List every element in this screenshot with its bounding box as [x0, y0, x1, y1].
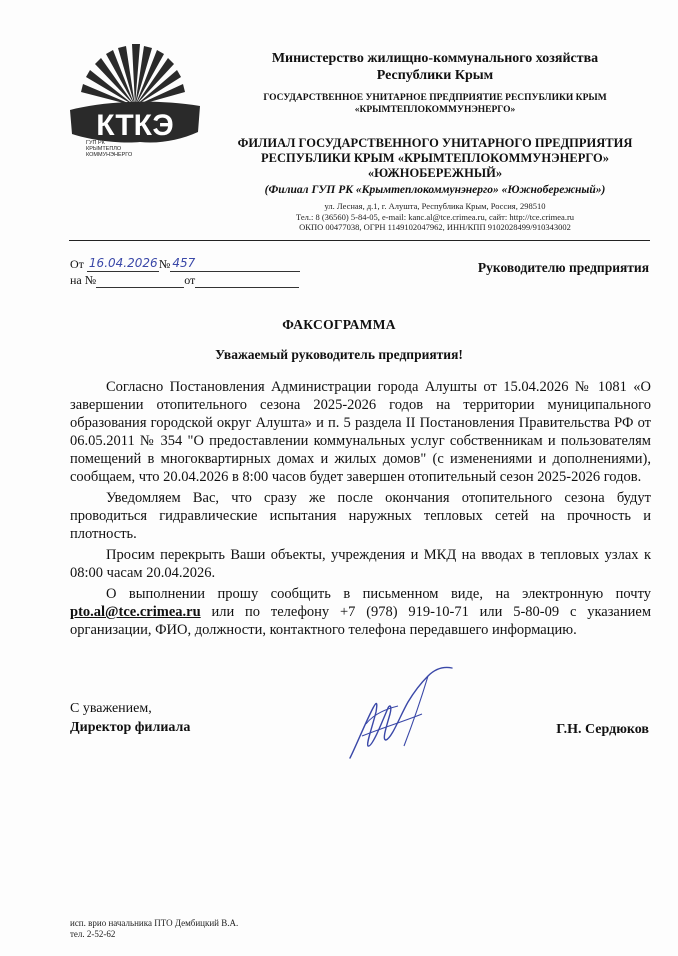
handwritten-signature	[342, 666, 474, 766]
closing-regards: С уважением,	[70, 701, 152, 716]
logo-mark: КТКЭ	[96, 109, 174, 142]
outgoing-date: 16.04.2026	[88, 256, 158, 270]
letter-body	[70, 378, 651, 639]
paragraph-3: Просим перекрыть Ваши объекты, учреждения и МКД на вводах в тепловых узлах к 08:00 часам 20.04.2026.	[70, 547, 651, 581]
branch-short-name: (Филиал ГУП РК «Крымтеплокоммунэнерго» «Южнобережный»)	[264, 184, 606, 196]
outgoing-registration: От 16.04.2026 № 457	[70, 257, 300, 272]
contact-email-link[interactable]: pto.al@tce.crimea.ru	[70, 604, 201, 620]
enterprise-name: ГОСУДАРСТВЕННОЕ УНИТАРНОЕ ПРЕДПРИЯТИЕ РЕСПУБЛИКИ КРЫМ «КРЫМТЕПЛОКОММУНЭНЕРГО»	[263, 93, 607, 115]
ministry-name: Министерство жилищно-коммунального хозяйства Республики Крым	[271, 51, 599, 83]
paragraph-4: О выполнении прошу сообщить в письменном виде, на электронную почту pto.al@tce.crimea.ru или по телефону +7 (978) 919-10-71 или 5-80-09 с указанием организации, ФИО, должности, контактного телефона передавшего информацию.	[70, 586, 651, 638]
crimea-sun-logo	[60, 44, 210, 174]
executor-info: исп. врио начальника ПТО Дембицкий В.А. тел. 2-52-62	[70, 918, 239, 939]
addressee: Руководителю предприятия	[477, 260, 649, 275]
outgoing-number: 457	[172, 256, 196, 270]
branch-name: ФИЛИАЛ ГОСУДАРСТВЕННОГО УНИТАРНОГО ПРЕДПРИЯТИЯ РЕСПУБЛИКИ КРЫМ «КРЫМТЕПЛОКОММУНЭНЕРГО» «ЮЖНОБЕРЕЖНЫЙ»	[237, 136, 633, 180]
paragraph-2: Уведомляем Вас, что сразу же после окончания отопительного сезона будут проводиться гидравлические испытания наружных тепловых сетей на прочность и плотность.	[70, 490, 651, 542]
logo-caption: ГУП РК КРЫМТЕПЛО КОММУНЭНЕРГО	[86, 140, 133, 158]
signer-position: Директор филиала	[70, 720, 191, 735]
greeting: Уважаемый руководитель предприятия!	[215, 347, 463, 362]
branch-address: ул. Лесная, д.1, г. Алушта, Республика Крым, Россия, 298510 Тел.: 8 (36560) 5-84-05, e-mail: kanc.al@tce.crimea.ru, сайт: http://tce.crimea.ru ОКПО 00477038, ОГРН 1149102047962, ИНН/КПП 9102028499/910343002	[295, 201, 575, 232]
document-title: ФАКСОГРАММА	[282, 317, 396, 332]
header-divider	[69, 240, 650, 241]
incoming-reference: на № от	[70, 273, 299, 288]
signer-name: Г.Н. Сердюков	[556, 722, 649, 737]
paragraph-1: Согласно Постановления Администрации города Алушты от 15.04.2026 № 1081 «О завершении отопительного сезона 2025-2026 годов на территории муниципального образования городской округ Алушта» и п. 5 раздела II Постановления Правительства РФ от 06.05.2011 № 354 "О предоставлении коммунальных услуг собственникам и пользователям помещений в многоквартирных домах и жилых домов" (с изменениями и дополнениями), сообщаем, что 20.04.2026 в 8:00 часов будет завершен отопительный сезон 2025-2026 годов.	[70, 379, 651, 485]
